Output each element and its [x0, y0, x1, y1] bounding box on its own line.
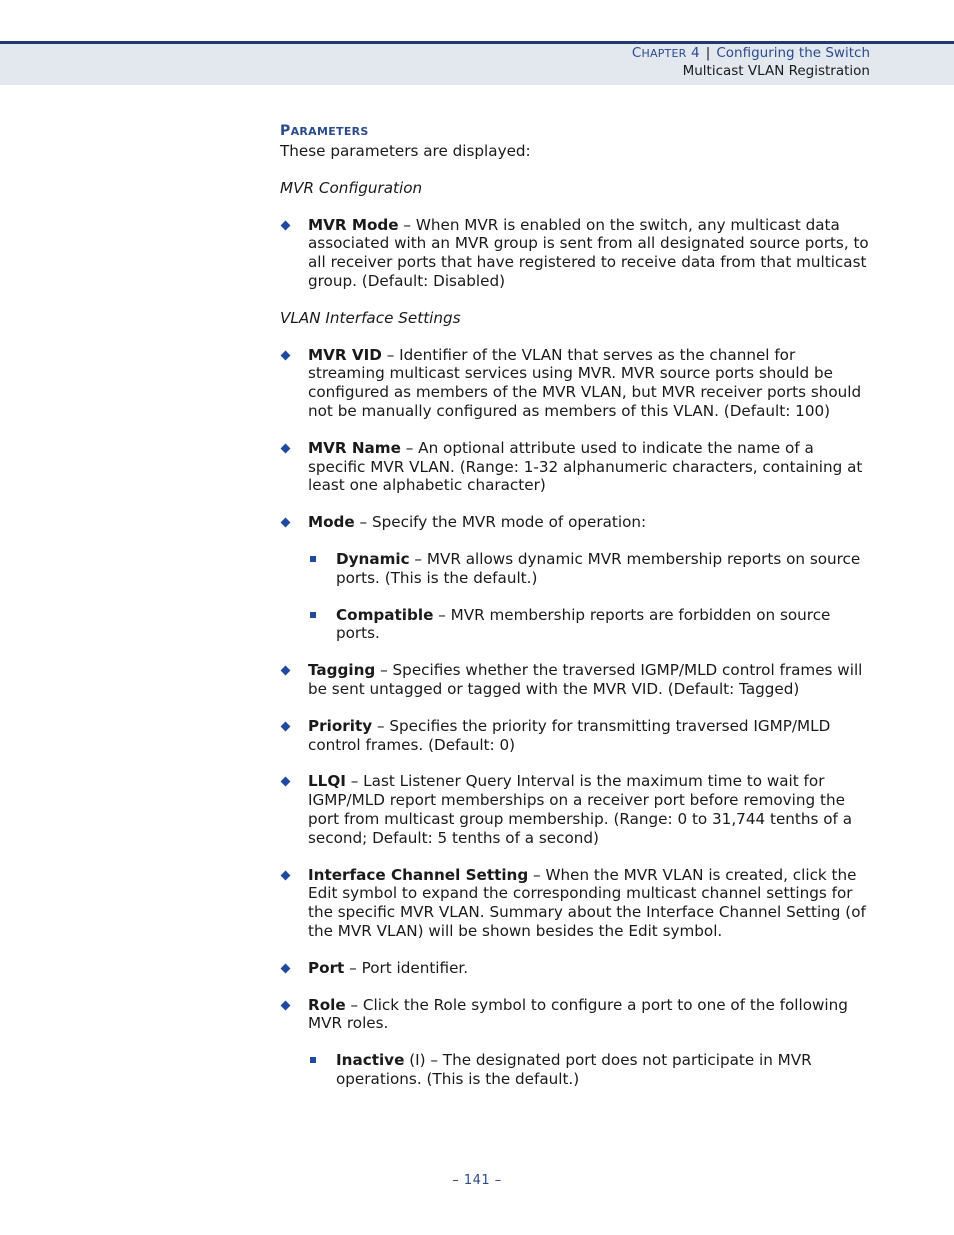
sublist-item-inactive: Inactive (I) – The designated port does not participate in MVR operations. (This is the default.)	[308, 1051, 870, 1089]
intro-text: These parameters are displayed:	[280, 142, 531, 160]
header-separator: |	[705, 45, 711, 61]
list-item-llqi: LLQI – Last Listener Query Interval is the maximum time to wait for IGMP/MLD report memberships on a receiver port before removing the port from multicast group membership. (Range: 0 to 31,744 tenths of a second; Default: 5 tenths of a second)	[280, 772, 870, 847]
mvr-config-list	[280, 216, 870, 291]
list-item-interface-channel-setting: Interface Channel Setting – When the MVR VLAN is created, click the Edit symbol to expand the corresponding multicast channel settings for the specific MVR VLAN. Summary about the Interface Channel Setting (of the MVR VLAN) will be shown besides the Edit symbol.	[280, 866, 870, 941]
page-body	[280, 122, 870, 1089]
diamond-bullet-icon	[281, 350, 291, 360]
diamond-bullet-icon	[281, 1000, 291, 1010]
list-item-tagging: Tagging – Specifies whether the traversed IGMP/MLD control frames will be sent untagged or tagged with the MVR VID. (Default: Tagged)	[280, 661, 870, 699]
section-heading: PARAMETERS	[280, 123, 369, 139]
subheading-mvr-configuration: MVR Configuration	[280, 178, 423, 197]
chapter-label: CHAPTER 4	[631, 45, 700, 61]
role-sublist	[308, 1051, 870, 1089]
square-bullet-icon	[310, 556, 316, 562]
list-item-mvr-mode: MVR Mode – When MVR is enabled on the switch, any multicast data associated with an MVR group is sent from all designated source ports, to all receiver ports that have registered to receive data from that multicast group. (Default: Disabled)	[280, 216, 870, 291]
list-item-mvr-vid: MVR VID – Identifier of the VLAN that serves as the channel for streaming multicast services using MVR. MVR source ports should be configured as members of the MVR VLAN, but MVR receiver ports should not be manually configured as members of this VLAN. (Default: 100)	[280, 346, 870, 421]
running-header-section: Multicast VLAN Registration	[682, 63, 870, 79]
diamond-bullet-icon	[281, 870, 291, 880]
list-item-role: Role – Click the Role symbol to configure a port to one of the following MVR roles. Inactive (I) – The designated port does not participate in MVR operations. (This is the default.)	[280, 996, 870, 1089]
list-item-mode: Mode – Specify the MVR mode of operation: Dynamic – MVR allows dynamic MVR membership reports on source ports. (This is the default.) Compatible – MVR membership reports are forbidden on source ports.	[280, 513, 870, 643]
diamond-bullet-icon	[281, 666, 291, 676]
diamond-bullet-icon	[281, 963, 291, 973]
list-item-mvr-name: MVR Name – An optional attribute used to indicate the name of a specific MVR VLAN. (Range: 1-32 alphanumeric characters, containing at least one alphabetic character)	[280, 439, 870, 495]
list-item-priority: Priority – Specifies the priority for transmitting traversed IGMP/MLD control frames. (Default: 0)	[280, 717, 870, 755]
list-item-port: Port – Port identifier.	[280, 959, 870, 978]
mode-sublist	[308, 550, 870, 643]
sublist-item-compatible: Compatible – MVR membership reports are forbidden on source ports.	[308, 606, 870, 644]
subheading-vlan-interface-settings: VLAN Interface Settings	[280, 308, 461, 327]
diamond-bullet-icon	[281, 443, 291, 453]
diamond-bullet-icon	[281, 518, 291, 528]
diamond-bullet-icon	[281, 721, 291, 731]
square-bullet-icon	[310, 1057, 316, 1063]
sublist-item-dynamic: Dynamic – MVR allows dynamic MVR membership reports on source ports. (This is the default.)	[308, 550, 870, 588]
vlan-settings-list	[280, 346, 870, 1089]
diamond-bullet-icon	[281, 777, 291, 787]
diamond-bullet-icon	[281, 220, 291, 230]
page-number: – 141 –	[452, 1173, 502, 1188]
square-bullet-icon	[310, 612, 316, 618]
chapter-title: Configuring the Switch	[716, 45, 870, 61]
running-header-chapter	[632, 44, 870, 63]
